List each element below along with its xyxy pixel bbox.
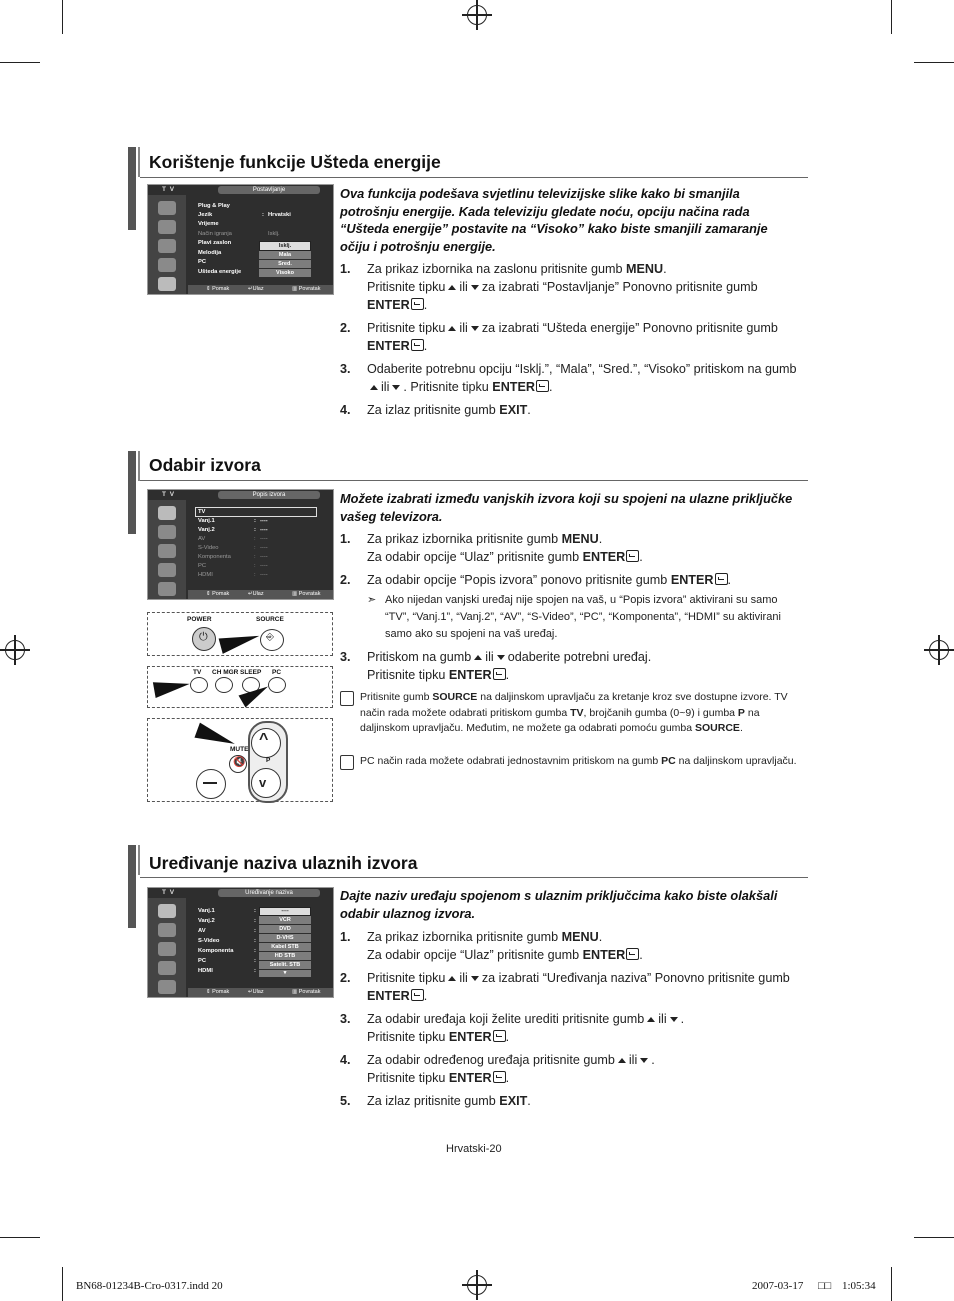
menu-selection: [195, 507, 317, 517]
down-arrow-icon: [471, 976, 479, 981]
crop-mark: [891, 0, 892, 34]
sleep-label: SLEEP: [240, 669, 262, 676]
tv-menu-setup: [147, 184, 334, 295]
channel-icon: [158, 563, 176, 577]
footer-return: ▥ Povratak: [292, 286, 321, 292]
menu-option-selected: Isklj.: [259, 241, 311, 251]
menu-sidebar: [148, 195, 186, 294]
mute-button[interactable]: 🔇: [229, 755, 247, 773]
chmgr-button[interactable]: [215, 677, 233, 693]
tip-note: ➣ Ako nijedan vanjski uređaj nije spojen na vaš, u “Popis izvora” aktivirani su samo “TV”, “Vanj.1”, “Vanj.2”, “AV”, “S-Video”, “PC”, “Komponenta”, “HDMI” su aktivirani samo ako su spojeni na vaš uređaj.: [367, 594, 781, 640]
down-arrow-icon: [640, 1058, 648, 1063]
remote-power-source: [147, 612, 333, 656]
enter-icon: [493, 1071, 506, 1083]
menu-row: Plug & Play: [198, 203, 230, 209]
footer-enter: ↵Ulaz: [248, 989, 264, 995]
menu-row: S-Video :: [198, 938, 256, 944]
channel-icon: [158, 239, 176, 253]
section-bar: [128, 147, 136, 230]
picture-icon: [158, 201, 176, 215]
menu-row: S-Video : ----: [198, 545, 268, 551]
footer-enter: ↵Ulaz: [248, 286, 264, 292]
section-bar: [138, 147, 140, 177]
footer-move: ⇕ Pomak: [206, 286, 230, 292]
menu-row: Plavi zaslon: [198, 240, 232, 246]
menu-footer: [188, 285, 333, 294]
down-arrow-icon: [392, 385, 400, 390]
tv-button-label: TV: [193, 669, 202, 676]
sound-icon: [158, 942, 176, 956]
section-bar: [138, 845, 140, 875]
crop-mark: [0, 62, 40, 63]
step: 5. Za izlaz pritisnite gumb EXIT.: [340, 1094, 531, 1108]
up-arrow-icon: [448, 285, 456, 290]
menu-row: HDMI :: [198, 968, 256, 974]
footer-file: BN68-01234B-Cro-0317.indd 20: [76, 1280, 223, 1292]
step: 2. Pritisnite tipku ili za izabrati “Uređivanja naziva” Ponovno pritisnite gumb ENTER .: [340, 971, 790, 1003]
menu-row: Jezik : Hrvatski: [198, 212, 291, 218]
input-icon: [158, 506, 176, 520]
volume-down-button[interactable]: [196, 769, 226, 799]
footer-move: ⇕ Pomak: [206, 989, 230, 995]
step: 3. Pritiskom na gumb ili odaberite potrebni uređaj. Pritisnite tipku ENTER .: [340, 650, 652, 682]
footer-date: 2007-03-17: [752, 1280, 804, 1292]
registration-mark-icon: [467, 5, 487, 25]
registration-mark-icon: [929, 640, 949, 660]
step: 4. Za odabir određenog uređaja pritisnite gumb ili . Pritisnite tipku ENTER .: [340, 1053, 655, 1085]
section-title: Korištenje funkcije Ušteda energije: [149, 152, 441, 172]
up-arrow-icon: [370, 385, 378, 390]
menu-option: HD STB: [259, 952, 311, 961]
registration-mark-icon: [467, 1275, 487, 1295]
menu-header: Uređivanje naziva: [218, 889, 320, 897]
menu-option: D-VHS: [259, 934, 311, 943]
menu-option-selected: ----: [259, 907, 311, 916]
menu-option: Visoko: [259, 269, 311, 278]
menu-row: Ušteda energije: [198, 269, 242, 275]
page-number: Hrvatski-20: [446, 1143, 502, 1155]
menu-row: Vanj.2 : ----: [198, 527, 268, 533]
channel-icon: [158, 961, 176, 975]
menu-row: Komponenta : ----: [198, 554, 268, 560]
remote-channel: [147, 718, 333, 802]
menu-row: Način igranja Isklj.: [198, 231, 280, 237]
tv-label: T V: [162, 889, 176, 896]
menu-option: Sred.: [259, 260, 311, 269]
section-rule: [140, 177, 808, 178]
crop-mark: [914, 62, 954, 63]
step: 1. Za prikaz izbornika pritisnite gumb MENU. Za odabir opcije “Ulaz” pritisnite gumb ENTER .: [340, 532, 643, 564]
note-icon: [340, 691, 354, 706]
picture-icon: [158, 923, 176, 937]
section-rule: [140, 480, 808, 481]
section-bar: [128, 451, 136, 534]
up-arrow-icon: [618, 1058, 626, 1063]
section-intro: Možete izabrati između vanjskih izvora koji su spojeni na ulazne priključke vašeg televizora.: [340, 491, 793, 524]
footer-return: ▥ Povratak: [292, 989, 321, 995]
menu-sidebar: [148, 898, 186, 997]
up-arrow-icon: [448, 976, 456, 981]
section-title: Odabir izvora: [149, 455, 261, 475]
enter-icon: [536, 380, 549, 392]
menu-row: PC :: [198, 958, 256, 964]
crop-mark: [62, 0, 63, 34]
input-icon: [158, 904, 176, 918]
pointer-arrow-icon: [219, 628, 262, 654]
step: 1. Za prikaz izbornika pritisnite gumb MENU. Za odabir opcije “Ulaz” pritisnite gumb ENTER .: [340, 930, 643, 962]
menu-option: Kabel STB: [259, 943, 311, 952]
enter-icon: [626, 948, 639, 960]
enter-icon: [715, 573, 728, 585]
note-icon: [340, 755, 354, 770]
sound-icon: [158, 220, 176, 234]
enter-icon: [493, 1030, 506, 1042]
menu-row: PC: [198, 259, 207, 265]
step: 2. Za odabir opcije “Popis izvora” ponovo pritisnite gumb ENTER .: [340, 573, 731, 587]
registration-mark-icon: [5, 640, 25, 660]
pointer-arrow-icon: [153, 676, 191, 698]
scroll-down-icon: ▾: [259, 970, 311, 978]
channel-down-button[interactable]: v: [251, 768, 281, 798]
down-arrow-icon: [471, 326, 479, 331]
step: 1. Za prikaz izbornika na zaslonu pritisnite gumb MENU. Pritisnite tipku ili za izabrati “Postavljanje” Ponovno pritisnite gumb ENTER .: [340, 262, 758, 312]
note: Pritisnite gumb SOURCE na daljinskom upravljaču za kretanje kroz sve dostupne izvore. TV način rada možete odabrati pritiskom gumba TV, brojčanih gumba (0~9) i gumba P na daljinskom upravljaču. Međutim, ne možete ga odabrati pomoću gumba SOURCE.: [340, 690, 800, 754]
menu-header: Postavljanje: [218, 186, 320, 194]
enter-icon: [411, 298, 424, 310]
tv-menu-source: [147, 489, 334, 600]
down-arrow-icon: [471, 285, 479, 290]
step: 3. Odaberite potrebnu opciju “Isklj.”, “Mala”, “Sred.”, “Visoko” pritiskom na gumbili . Pritisnite tipku ENTER .: [340, 362, 797, 394]
setup-icon: [158, 980, 176, 994]
remote-tv-pc: [147, 666, 333, 708]
mute-label: MUTE: [230, 746, 249, 753]
section-rule: [140, 877, 808, 878]
menu-row: Komponenta :: [198, 948, 256, 954]
section-bar: [138, 451, 140, 481]
enter-icon: [493, 668, 506, 680]
menu-row: Vanj.1 :: [198, 908, 256, 914]
menu-option: Mala: [259, 251, 311, 260]
footer-time: 1:05:34: [842, 1280, 876, 1292]
menu-row: AV :: [198, 928, 256, 934]
menu-row: PC : ----: [198, 563, 268, 569]
source-button[interactable]: ⎆: [260, 629, 284, 651]
menu-row: HDMI : ----: [198, 572, 268, 578]
down-arrow-icon: [670, 1017, 678, 1022]
menu-option: Satelit. STB: [259, 961, 311, 970]
picture-icon: [158, 525, 176, 539]
pointer-arrow-icon: [194, 723, 237, 752]
step: 2. Pritisnite tipku ili za izabrati “Ušteda energije” Ponovno pritisnite gumb ENTER .: [340, 321, 778, 353]
power-label: POWER: [187, 616, 212, 623]
footer-enter: ↵Ulaz: [248, 591, 264, 597]
channel-up-button[interactable]: ^: [251, 728, 281, 758]
section-intro: Dajte naziv uređaju spojenom s ulaznim priključcima kako biste olakšali odabir ulaznog izvora.: [340, 888, 778, 921]
menu-header: Popis izvora: [218, 491, 320, 499]
channel-p-label: P: [266, 757, 271, 764]
pc-label: PC: [272, 669, 282, 676]
menu-row: TV: [198, 509, 206, 515]
section-title: Uređivanje naziva ulaznih izvora: [149, 853, 418, 873]
tv-label: T V: [162, 186, 176, 193]
menu-row: Vrijeme: [198, 221, 219, 227]
menu-sidebar: [148, 500, 186, 599]
crop-mark: [891, 1267, 892, 1301]
section-intro: Ova funkcija podešava svjetlinu televizijske slike kako bi smanjila potrošnju energije. Kada televiziju gledate noću, opciju načina rada “Ušteda energije” postavite na “Visoko” kako biste smanjili zamaranje očiju i potrošnju energije.: [340, 186, 768, 254]
step: 4. Za izlaz pritisnite gumb EXIT.: [340, 403, 531, 417]
crop-mark: [914, 1237, 954, 1238]
enter-icon: [411, 339, 424, 351]
menu-footer: [188, 988, 333, 997]
note: PC način rada možete odabrati jednostavnim pritiskom na gumb PC na daljinskom upravljaču.: [340, 754, 800, 786]
up-arrow-icon: [474, 655, 482, 660]
source-label: SOURCE: [256, 616, 284, 623]
menu-option: DVD: [259, 925, 311, 934]
footer-move: ⇕ Pomak: [206, 591, 230, 597]
setup-icon: [158, 582, 176, 596]
sound-icon: [158, 544, 176, 558]
crop-mark: [62, 1267, 63, 1301]
menu-row: Vanj.1 : ----: [198, 518, 268, 524]
menu-option: VCR: [259, 916, 311, 925]
power-button[interactable]: ⏻: [192, 627, 216, 651]
menu-row: Vanj.2 :: [198, 918, 256, 924]
tv-label: T V: [162, 491, 176, 498]
enter-icon: [411, 989, 424, 1001]
footer-return: ▥ Povratak: [292, 591, 321, 597]
menu-footer: [188, 590, 333, 599]
chmgr-label: CH MGR: [212, 669, 239, 676]
up-arrow-icon: [448, 326, 456, 331]
down-arrow-icon: [497, 655, 505, 660]
input-icon: [158, 277, 176, 291]
enter-icon: [626, 550, 639, 562]
menu-row: AV : ----: [198, 536, 268, 542]
tv-button[interactable]: [190, 677, 208, 693]
step: 3. Za odabir uređaja koji želite urediti pritisnite gumb ili . Pritisnite tipku ENTER .: [340, 1012, 685, 1044]
up-arrow-icon: [647, 1017, 655, 1022]
section-bar: [128, 845, 136, 928]
setup-icon: [158, 258, 176, 272]
menu-row: Melodija: [198, 250, 222, 256]
tip-arrow-icon: ➣: [367, 594, 377, 606]
tv-menu-edit-name: [147, 887, 334, 998]
crop-mark: [0, 1237, 40, 1238]
footer-boxes: □□: [818, 1280, 832, 1292]
